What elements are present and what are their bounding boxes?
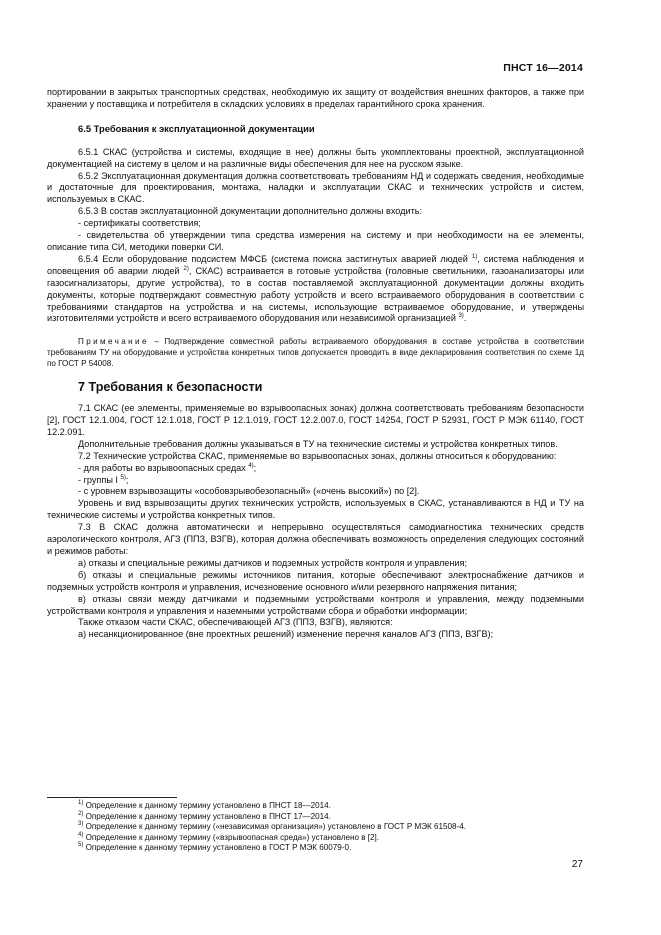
footnote-1 bbox=[78, 801, 578, 812]
paragraph-6-5-3: 6.5.3 В состав эксплуатационной документации дополнительно должны входить: bbox=[78, 206, 423, 217]
paragraph-7-3-failures: Также отказом части СКАС, обеспечивающей АГЗ (ППЗ, ВЗГВ), являются: bbox=[78, 617, 393, 628]
footnote-ref-2: 2) bbox=[183, 265, 189, 272]
footnote-divider bbox=[47, 797, 177, 798]
p654-text-a: 6.5.4 Если оборудование подсистем МФСБ (система поиска застигнутых аварией людей bbox=[78, 253, 472, 264]
footnote-text: Определение к данному термину установлено в ПНСТ 18—2014. bbox=[83, 801, 331, 810]
footnote-3 bbox=[78, 822, 578, 833]
footnote-text: Определение к данному термину («взрывоопасная среда») установлено в [2]. bbox=[83, 832, 380, 842]
li2-text: - группы I bbox=[78, 474, 121, 485]
li1-end: ; bbox=[253, 462, 257, 473]
footnote-text: Определение к данному термину установлено в ПНСТ 17—2014. bbox=[83, 811, 331, 821]
footnote-mark: 4) bbox=[78, 831, 84, 838]
footnote-mark: 1) bbox=[78, 800, 84, 806]
document-body bbox=[47, 87, 584, 641]
p654-text-c: , СКАС) встраивается в готовые устройства (головные светильники, газоанализаторы или газосигнализаторы, другие устройства), то в состав поставляемой эксплуатационной документации должны входить документы, которые подтверждают совместную работу устройств и всего встраиваемого оборудования в соответствии с требованиями стандартов на устройства и на системы, использующие встраиваемое оборудование, и утверждены изготовителями устройств и всего встраиваемого оборудования или независимой организацией bbox=[47, 265, 584, 324]
list-item-certificates: - сертификаты соответствия; bbox=[78, 218, 201, 229]
paragraph-7-1: 7.1 СКАС (ее элементы, применяемые во взрывоопасных зонах) должна соответствовать требованиям безопасности [2], ГОСТ 12.1.004, ГОСТ 12.1.018, ГОСТ Р 12.1.019, ГОСТ 12.2.007.0, ГОСТ 14254, ГОСТ Р 52931, ГОСТ Р МЭК 61140, ГОСТ 12.2.091. bbox=[47, 403, 584, 437]
paragraph-7-2: 7.2 Технические устройства СКАС, применяемые во взрывоопасных зонах, должны относиться к оборудованию: bbox=[78, 450, 557, 461]
list-item-c: в) отказы связи между датчиками и подземными устройствами контроля и управления, между подземными устройствами контроля и управления и наземными устройствами сбора и обработки информации; bbox=[47, 593, 584, 616]
paragraph-7-3: 7.3 В СКАС должна автоматически и непрерывно осуществляться самодиагностика технических средств аэрологического контроля, АГЗ (ППЗ, ВЗГВ), которая должна обеспечивать возможность определения следующих состояний и режимов работы: bbox=[47, 522, 584, 556]
intro-paragraph: портировании в закрытых транспортных средствах, необходимую их защиту от воздействия внешних факторов, а также при хранении у поставщика и потребителя в складских условиях в пределах гарантийного срока хранения. bbox=[47, 87, 584, 109]
list-item-b: б) отказы и специальные режимы источников питания, которые обеспечивают электроснабжение датчиков и подземных устройств контроля и управления, исчезновение основного и/или резервного напряжения питания; bbox=[47, 569, 584, 592]
footnote-ref-5: 5) bbox=[120, 474, 126, 481]
footnote-text: Определение к данному термину установлено в ГОСТ Р МЭК 60079-0. bbox=[83, 843, 352, 853]
note-label: Примечание bbox=[78, 337, 149, 347]
paragraph-7-1-additional: Дополнительные требования должны указываться в ТУ на технические системы и устройства конкретных типов. bbox=[78, 438, 558, 449]
page-header-doc-code: ПНСТ 16—2014 bbox=[503, 62, 583, 74]
section-6-5-title: 6.5 Требования к эксплуатационной документации bbox=[78, 122, 315, 134]
list-item-a: а) отказы и специальные режимы датчиков и подземных устройств контроля и управления; bbox=[78, 557, 467, 568]
footnote-ref-3: 3) bbox=[458, 313, 464, 320]
list-item-protection-level: - с уровнем взрывозащиты «особовзрывобезопасный» («очень высокий») по [2]. bbox=[78, 486, 420, 497]
footnote-text: Определение к данному термину («независимая организация») установлено в ГОСТ Р МЭК 61508-4. bbox=[83, 822, 466, 832]
paragraph-6-5-2: 6.5.2 Эксплуатационная документация должна соответствовать требованиям НД и содержать сведения, необходимые и достаточные для проектирования, монтажа, наладки и эксплуатации СКАС и технических устройств и систем, используемых в СКАС. bbox=[47, 170, 584, 205]
paragraph-7-2-other: Уровень и вид взрывозащиты других технических устройств, используемых в СКАС, устанавливаются в НД и ТУ на технические системы и устройства конкретных типов. bbox=[47, 498, 584, 521]
list-item-explosive-env bbox=[47, 463, 584, 475]
list-item-group-i bbox=[47, 475, 584, 487]
note-text: – Подтверждение совместной работы встраиваемого оборудования в составе устройства в соответствии требованиям ТУ на оборудование и устройства конкретных типов допускается проводить в виде декларирования соответствия по схеме 1д по ГОСТ Р 54008. bbox=[47, 337, 584, 368]
footnote-5 bbox=[78, 843, 578, 854]
footnote-4 bbox=[78, 833, 578, 844]
li1-text: - для работы во взрывоопасных средах bbox=[78, 462, 249, 473]
list-item-approvals: - свидетельства об утверждении типа средства измерения на систему и при необходимости на ее элементы, описание типа СИ, методики поверки СИ. bbox=[47, 230, 584, 252]
footnotes bbox=[78, 801, 578, 854]
paragraph-6-5-1: 6.5.1 СКАС (устройства и системы, входящие в нее) должны быть укомплектованы проектной, эксплуатационной документацией на систему в целом и на различные виды обеспечения для нее на русском языке. bbox=[47, 146, 584, 169]
paragraph-6-5-4 bbox=[47, 254, 584, 325]
section-7-title: 7 Требования к безопасности bbox=[78, 380, 263, 395]
li2-end: ; bbox=[125, 474, 129, 485]
footnote-mark: 3) bbox=[78, 821, 84, 828]
footnote-mark: 5) bbox=[78, 842, 84, 849]
footnote-2 bbox=[78, 812, 578, 823]
note-paragraph bbox=[47, 337, 584, 369]
p654-text-d: . bbox=[463, 313, 467, 324]
footnote-ref-4: 4) bbox=[248, 462, 254, 469]
footnote-mark: 2) bbox=[78, 810, 84, 817]
page-number: 27 bbox=[571, 859, 583, 870]
footnote-ref-1: 1) bbox=[471, 253, 478, 260]
p654-text-b: , система наблюдения и оповещения об аварии людей bbox=[47, 253, 584, 276]
list-item-a2: а) несанкционированное (вне проектных решений) изменение перечня каналов АГЗ (ППЗ, ВЗГВ); bbox=[78, 629, 494, 640]
